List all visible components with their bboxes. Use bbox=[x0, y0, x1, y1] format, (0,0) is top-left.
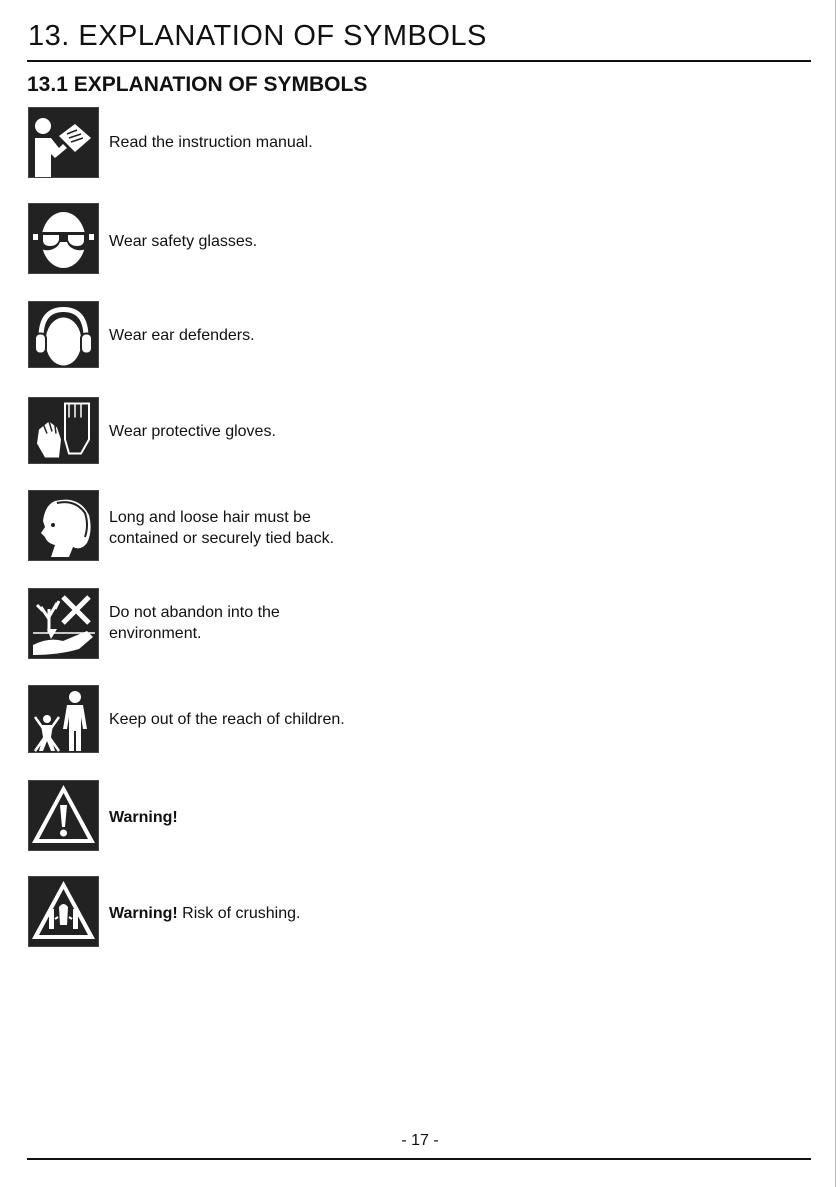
symbol-item-read-manual bbox=[28, 107, 728, 181]
section-heading: 13. EXPLANATION OF SYMBOLS bbox=[28, 20, 487, 52]
symbol-description: Wear ear defenders. bbox=[109, 327, 255, 344]
symbol-item-warning bbox=[28, 780, 728, 854]
symbol-description: Wear protective gloves. bbox=[109, 423, 276, 440]
footer-divider bbox=[27, 1158, 811, 1160]
no-dumping-environment-icon bbox=[28, 588, 99, 659]
protective-gloves-icon bbox=[28, 397, 99, 464]
crushing-risk-text: Risk of crushing. bbox=[177, 905, 301, 922]
page-edge-line bbox=[835, 0, 836, 1187]
symbol-description-line: environment. bbox=[109, 625, 202, 642]
symbol-description-line: contained or securely tied back. bbox=[109, 530, 335, 547]
keep-away-children-icon bbox=[28, 685, 99, 753]
read-manual-icon bbox=[28, 107, 99, 178]
symbol-item-safety-glasses bbox=[28, 203, 728, 277]
symbol-description-line: Do not abandon into the bbox=[109, 604, 280, 621]
page-number: - 17 - bbox=[401, 1132, 439, 1149]
symbol-description bbox=[109, 903, 300, 924]
symbol-item-hair-tied-back bbox=[28, 490, 728, 564]
symbol-item-keep-away-children bbox=[28, 685, 728, 759]
safety-glasses-icon bbox=[28, 203, 99, 274]
symbol-item-protective-gloves bbox=[28, 397, 728, 471]
symbol-description: Keep out of the reach of children. bbox=[109, 711, 345, 728]
warning-label: Warning! bbox=[109, 809, 178, 826]
warning-triangle-icon bbox=[28, 780, 99, 851]
symbol-description: Read the instruction manual. bbox=[109, 134, 313, 151]
crushing-hazard-icon bbox=[28, 876, 99, 947]
symbol-item-no-dumping bbox=[28, 588, 728, 662]
ear-defenders-icon bbox=[28, 301, 99, 368]
symbol-item-crushing-hazard bbox=[28, 876, 728, 950]
heading-divider bbox=[27, 60, 811, 62]
symbol-description bbox=[109, 507, 334, 549]
warning-label: Warning! bbox=[109, 905, 178, 922]
symbol-description bbox=[109, 807, 178, 828]
hair-tied-back-icon bbox=[28, 490, 99, 561]
subsection-heading: 13.1 EXPLANATION OF SYMBOLS bbox=[27, 73, 368, 96]
symbol-description bbox=[109, 602, 280, 644]
symbol-item-ear-defenders bbox=[28, 301, 728, 375]
symbol-description: Wear safety glasses. bbox=[109, 233, 258, 250]
symbol-description-line: Long and loose hair must be bbox=[109, 509, 311, 526]
